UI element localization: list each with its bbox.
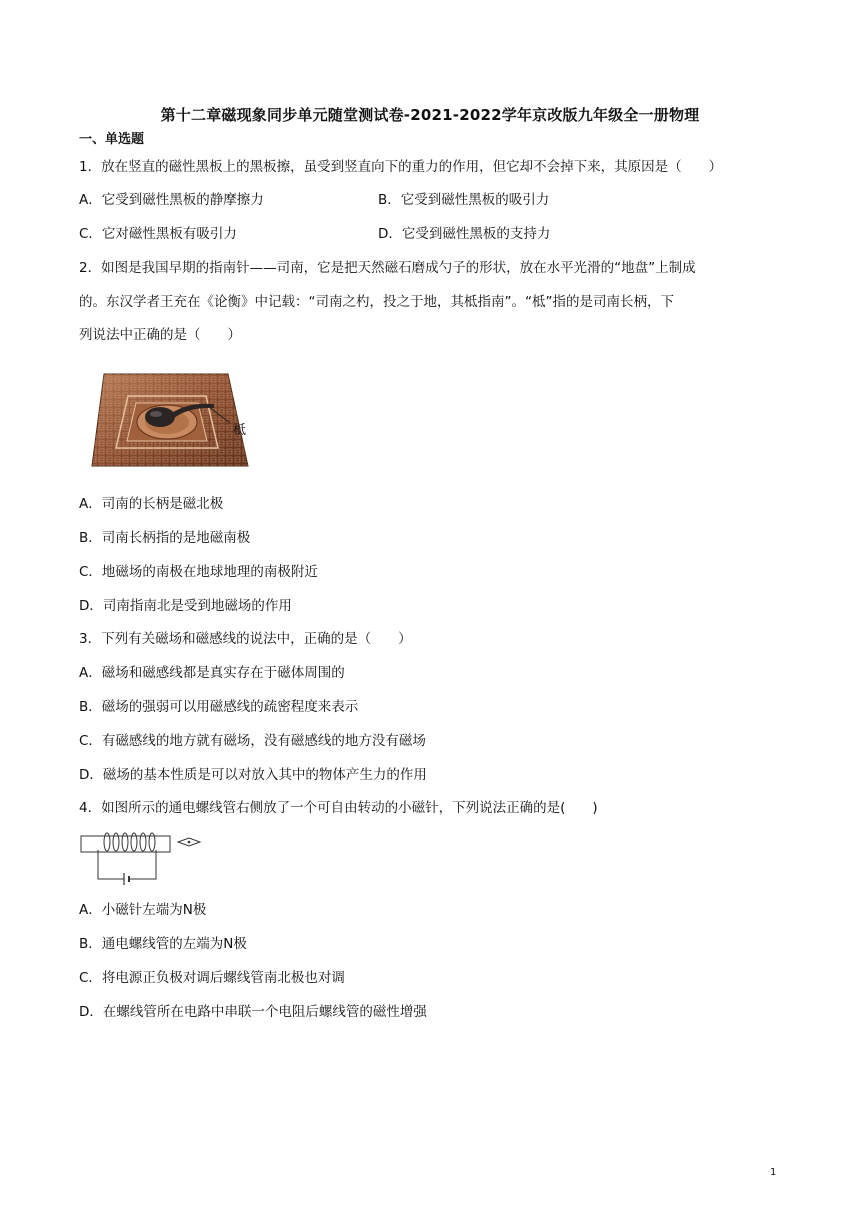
- question-4-option-d: D．在螺线管所在电路中串联一个电阻后螺线管的磁性增强: [79, 1004, 427, 1020]
- question-2-option-c: C．地磁场的南极在地球地理的南极附近: [79, 564, 318, 580]
- page-number: 1: [770, 1167, 777, 1178]
- question-3-option-b: B．磁场的强弱可以用磁感线的疏密程度来表示: [79, 699, 359, 715]
- question-4-option-a: A．小磁针左端为N极: [79, 902, 207, 918]
- question-2-stem-line-2: 的。东汉学者王充在《论衡》中记载：“司南之杓，投之于地，其柢指南”。“柢”指的是司南长柄，下: [79, 294, 674, 310]
- section-heading: 一、单选题: [79, 132, 145, 147]
- question-4-stem: 4．如图所示的通电螺线管右侧放了一个可自由转动的小磁针，下列说法正确的是( ): [79, 800, 598, 816]
- document-title: 第十二章磁现象同步单元随堂测试卷-2021-2022学年京改版九年级全一册物理: [160, 106, 700, 124]
- question-1-option-b: B．它受到磁性黑板的吸引力: [378, 192, 550, 208]
- question-2-option-b: B．司南长柄指的是地磁南极: [79, 530, 251, 546]
- question-3-option-c: C．有磁感线的地方就有磁场，没有磁感线的地方没有磁场: [79, 733, 426, 749]
- question-4-option-b: B．通电螺线管的左端为N极: [79, 936, 247, 952]
- question-4-option-c: C．将电源正负极对调后螺线管南北极也对调: [79, 970, 345, 986]
- question-1-stem: 1．放在竖直的磁性黑板上的黑板擦，虽受到竖直向下的重力的作用，但它却不会掉下来，其原因是（ ）: [79, 159, 723, 175]
- solenoid-circuit-figure: [80, 830, 210, 888]
- sinan-handle-label: 柢: [233, 423, 247, 438]
- question-1-option-c: C．它对磁性黑板有吸引力: [79, 226, 237, 242]
- question-2-option-d: D．司南指南北是受到地磁场的作用: [79, 598, 292, 614]
- question-1-option-a: A．它受到磁性黑板的静摩擦力: [79, 192, 264, 208]
- question-3-stem: 3．下列有关磁场和磁感线的说法中，正确的是（ ）: [79, 631, 412, 647]
- question-2-option-a: A．司南的长柄是磁北极: [79, 496, 224, 512]
- question-3-option-a: A．磁场和磁感线都是真实存在于磁体周围的: [79, 665, 345, 681]
- question-1-option-d: D．它受到磁性黑板的支持力: [378, 226, 551, 242]
- question-2-stem-line-3: 列说法中正确的是（ ）: [79, 327, 241, 343]
- question-3-option-d: D．磁场的基本性质是可以对放入其中的物体产生力的作用: [79, 767, 427, 783]
- question-2-stem-line-1: 2．如图是我国早期的指南针——司南，它是把天然磁石磨成勺子的形状，放在水平光滑的“地盘”上制成: [79, 260, 696, 276]
